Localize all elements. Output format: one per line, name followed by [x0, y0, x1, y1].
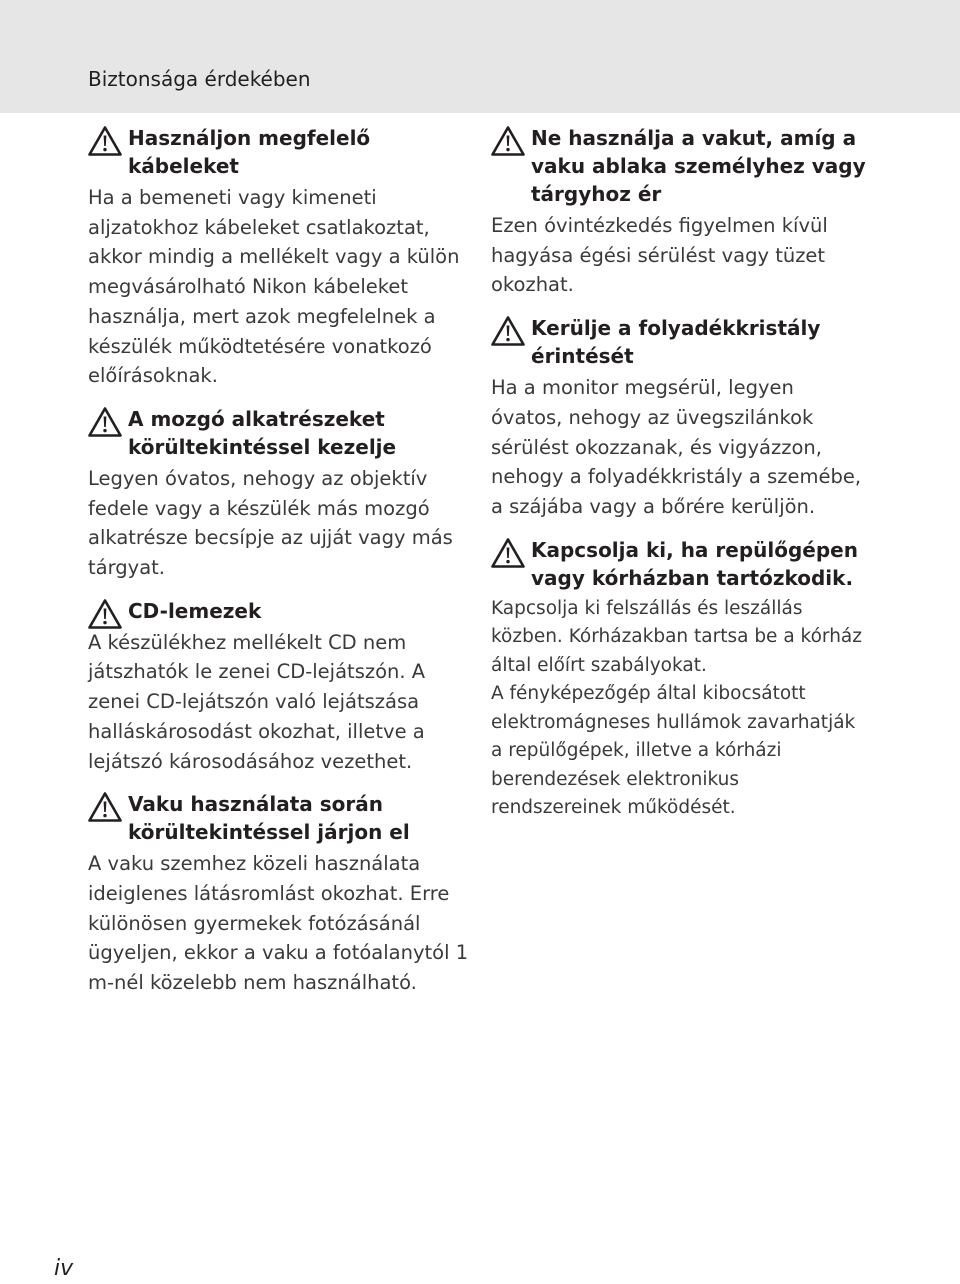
section-heading-text: Kapcsolja ki, ha repülőgépen vagy kórházban tartózkodik.: [531, 537, 858, 590]
section-heading: [88, 597, 478, 625]
warning-icon: [88, 599, 122, 629]
warning-icon: [491, 126, 525, 156]
right-column: [491, 124, 871, 837]
warning-icon: [88, 126, 122, 156]
warning-icon: [491, 538, 525, 568]
section-heading: [491, 314, 871, 370]
section-heading: [88, 124, 478, 180]
section-heading: [491, 124, 871, 208]
page-number: iv: [54, 1256, 74, 1281]
section-liquid-crystal: [491, 314, 871, 522]
page-header-title: Biztonsága érdekében: [88, 67, 311, 91]
section-heading-text: Vaku használata során körültekintéssel járjon el: [128, 792, 410, 845]
left-column: [88, 124, 478, 1012]
section-body: [491, 595, 871, 823]
header-band: [0, 0, 960, 113]
section-cd-discs: [88, 597, 478, 777]
section-aircraft-hospital: [491, 536, 871, 823]
section-heading-text: CD-lemezek: [128, 598, 262, 623]
section-body: A vaku szemhez közeli használata ideiglenes látásromlást okozhat. Erre különösen gyermekek fotózásánál ügyeljen, ekkor a vaku a fotóalanytól 1 m-nél közelebb nem használható.: [88, 852, 469, 995]
section-heading-text: Kerülje a folyadékkristály érintését: [531, 316, 821, 369]
warning-icon: [88, 792, 122, 822]
section-body: Legyen óvatos, nehogy az objektív fedele vagy a készülék más mozgó alkatrésze becsípje az ujját vagy más tárgyat.: [88, 466, 453, 580]
section-body: Ezen óvintézkedés figyelmen kívül hagyása égési sérülést vagy tüzet okozhat.: [491, 214, 828, 297]
section-heading-text: A mozgó alkatrészeket körültekintéssel kezelje: [128, 406, 397, 459]
section-cables: [88, 124, 478, 391]
section-body-paragraph: A fényképezőgép által kibocsátott elektromágneses hullámok zavarhatják a repülőgépek, illetve a kórházi berendezések elektronikus rendszereinek működését.: [491, 683, 856, 819]
section-body: Ha a bemeneti vagy kimeneti aljzatokhoz kábeleket csatlakoztat, akkor mindig a mellékelt vagy a külön megvásárolható Nikon kábeleket használja, mert azok megfelelnek a készülék működtetésére vonatkozó előírásoknak.: [88, 186, 460, 388]
section-heading-text: Használjon megfelelő kábeleket: [128, 126, 371, 178]
section-body: A készülékhez mellékelt CD nem játszhatók le zenei CD-lejátszón. A zenei CD-lejátszón való lejátszása halláskárosodást okozhat, illetve a lejátszó károsodásához vezethet.: [88, 630, 426, 773]
section-heading: [88, 405, 478, 461]
warning-icon: [88, 407, 122, 437]
section-body: Ha a monitor megsérül, legyen óvatos, nehogy az üvegszilánkok sérülést okozzanak, és vigyázzon, nehogy a folyadékkristály a szemébe, a szájába vagy a bőrére kerüljön.: [491, 376, 862, 518]
section-heading: [88, 790, 478, 846]
section-heading-text: Ne használja a vakut, amíg a vaku ablaka személyhez vagy tárgyhoz ér: [531, 126, 866, 206]
section-body-paragraph: Kapcsolja ki felszállás és leszállás közben. Kórházakban tartsa be a kórház által előírt szabályokat.: [491, 597, 862, 676]
section-flash-caution: [88, 790, 478, 998]
section-flash-window: [491, 124, 871, 300]
section-heading: [491, 536, 871, 592]
warning-icon: [491, 316, 525, 346]
section-moving-parts: [88, 405, 478, 583]
